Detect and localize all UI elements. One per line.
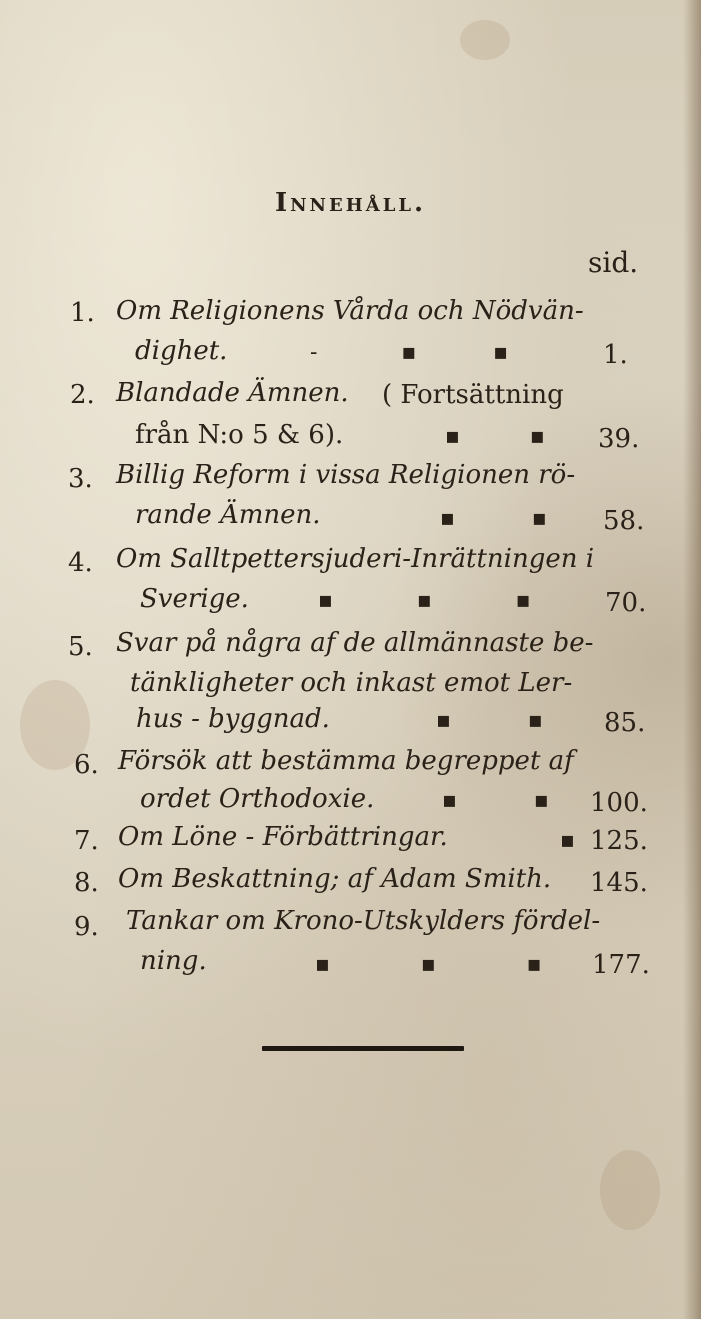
entry-title: rande Ämnen. (135, 500, 321, 530)
leader-dots: ▪ ▪ (442, 788, 549, 813)
entry-title: Billig Reform i vissa Religionen rö- (116, 460, 576, 490)
entry-number: 4. (68, 548, 93, 578)
leader-dots: ▪ ▪ (440, 506, 547, 531)
page-number: 39. (598, 424, 640, 454)
entry-title: Sverige. (140, 584, 249, 614)
leader-dots: ▪ ▪ ▪ (315, 952, 542, 977)
entry-title: Svar på några af de allmännaste be- (116, 628, 594, 658)
entry-title: dighet. (135, 336, 228, 366)
page-number: 70. (605, 588, 647, 618)
entry-number: 8. (74, 868, 99, 898)
leader-dots: ▪ ▪ (436, 708, 543, 733)
page-number: 100. (590, 788, 648, 818)
entry-number: 5. (68, 632, 93, 662)
page-number: 1. (603, 340, 628, 370)
leader-dots: ▪ (560, 828, 575, 853)
entry-title: Försök att bestämma begreppet af (118, 746, 574, 776)
entry-number: 2. (70, 380, 95, 410)
page-number: 177. (592, 950, 650, 980)
page-number: 58. (603, 506, 645, 536)
entry-title: ordet Orthodoxie. (140, 784, 375, 814)
page-number: 145. (590, 868, 648, 898)
entry-title: Blandade Ämnen. (116, 378, 349, 408)
page-column-label: sid. (588, 246, 639, 279)
entry-title: ning. (140, 946, 207, 976)
entry-number: 6. (74, 750, 99, 780)
entry-title: hus - byggnad. (136, 704, 330, 734)
entry-title: Om Löne - Förbättringar. (118, 822, 448, 852)
page-title: Innehåll. (274, 188, 427, 218)
entry-number: 1. (70, 298, 95, 328)
entry-title: Om Beskattning; af Adam Smith. (118, 864, 552, 894)
entry-title: ( Fortsättning (382, 380, 564, 410)
entry-number: 7. (74, 826, 99, 856)
entry-title: Om Salltpettersjuderi-Inrättningen i (116, 544, 595, 574)
entry-number: 9. (74, 912, 99, 942)
closing-rule (262, 1046, 464, 1051)
entry-title: från N:o 5 & 6). (135, 420, 344, 450)
entry-title: Tankar om Krono-Utskylders fördel- (126, 906, 601, 936)
entry-title: Om Religionens Vårda och Nödvän- (116, 296, 584, 326)
page-number: 125. (590, 826, 648, 856)
leader-dots: - ▪ ▪ (310, 340, 509, 365)
entry-title: tänkligheter och inkast emot Ler- (130, 668, 573, 698)
entry-number: 3. (68, 464, 93, 494)
leader-dots: ▪ ▪ ▪ (318, 588, 531, 613)
leader-dots: ▪ ▪ (445, 424, 545, 449)
page-number: 85. (604, 708, 646, 738)
